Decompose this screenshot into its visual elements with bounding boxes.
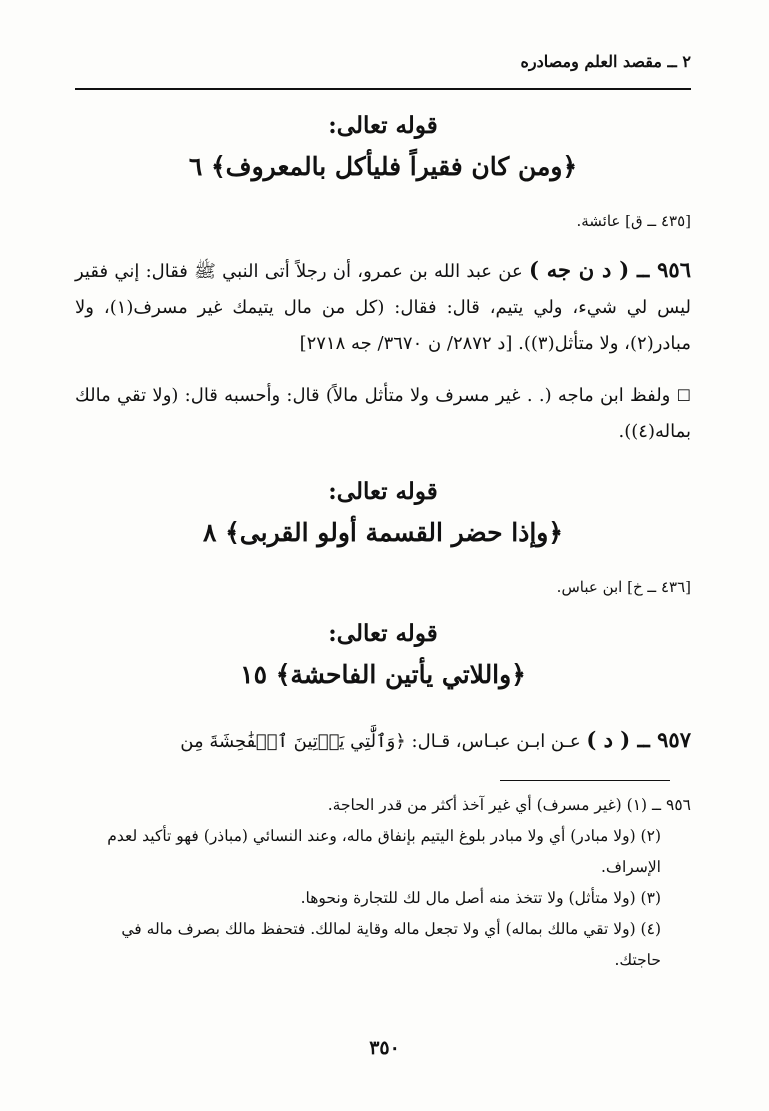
verse-3: ﴿واللاتي يأتين الفاحشة﴾ ١٥ bbox=[240, 660, 526, 689]
hadith-957-text: عـن ابـن عبـاس، قـال: ﴿وَٱلَّٰتِي يَأۡتِينَ ٱلۡفَٰحِشَةَ مِن bbox=[180, 731, 581, 752]
hadith-956-note bbox=[75, 378, 691, 450]
footnote-3: (٣) (ولا متأثل) ولا تتخذ منه أصل مال لك للتجارة ونحوها. bbox=[300, 889, 661, 907]
hadith-957-number: ٩٥٧ ــ ( د ) bbox=[586, 727, 691, 752]
footnote-divider bbox=[500, 780, 670, 781]
running-header: ٢ ــ مقصد العلم ومصادره bbox=[520, 52, 691, 71]
hadith-956-number: ٩٥٦ ــ ( د ن جه ) bbox=[528, 257, 691, 282]
verse-2: ﴿وإذا حضر القسمة أولو القربى﴾ ٨ bbox=[203, 518, 563, 547]
reference-435: [٤٣٥ ــ ق] عائشة. bbox=[576, 212, 691, 230]
footnote-2: (٢) (ولا مبادر) أي ولا مبادر بلوغ اليتيم بإنفاق ماله، وعند النسائي (مباذر) فهو تأكيد لعدم الإسراف. bbox=[107, 827, 661, 876]
square-marker: ☐ bbox=[676, 386, 691, 405]
footnote-1: ٩٥٦ ــ (١) (غير مسرف) أي غير آخذ أكثر من قدر الحاجة. bbox=[327, 796, 691, 814]
section-heading-3: قوله تعالى: bbox=[328, 620, 438, 647]
hadith-956 bbox=[75, 252, 691, 362]
footnotes bbox=[75, 790, 691, 976]
section-heading-2: قوله تعالى: bbox=[328, 478, 438, 505]
reference-436: [٤٣٦ ــ خ] ابن عباس. bbox=[556, 578, 691, 596]
page-number: ٣٥٠ bbox=[369, 1037, 400, 1059]
verse-1: ﴿ومن كان فقيراً فليأكل بالمعروف﴾ ٦ bbox=[188, 152, 578, 181]
footnote-4: (٤) (ولا تقي مالك بماله) أي ولا تجعل ماله وقاية لمالك. فتحفظ مالك بصرف ماله في حاجتك. bbox=[121, 920, 661, 969]
header-divider bbox=[75, 88, 691, 90]
hadith-956-note-text: ولفظ ابن ماجه (. . غير مسرف ولا متأثل مالاً) قال: وأحسبه قال: (ولا تقي مالك بماله(٤)). bbox=[75, 385, 691, 442]
hadith-957 bbox=[75, 722, 691, 760]
hadith-956-text: عن عبد الله بن عمرو، أن رجلاً أتى النبي ﷺ فقال: إني فقير ليس لي شيء، ولي يتيم، قال: فقال: (كل من مال يتيمك غير مسرف(١)، ولا مبادر(٢)، ولا متأثل(٣)). [د ٢٨٧٢/ ن ٣٦٧٠/ جه ٢٧١٨] bbox=[75, 261, 692, 354]
section-heading-1: قوله تعالى: bbox=[328, 112, 438, 139]
